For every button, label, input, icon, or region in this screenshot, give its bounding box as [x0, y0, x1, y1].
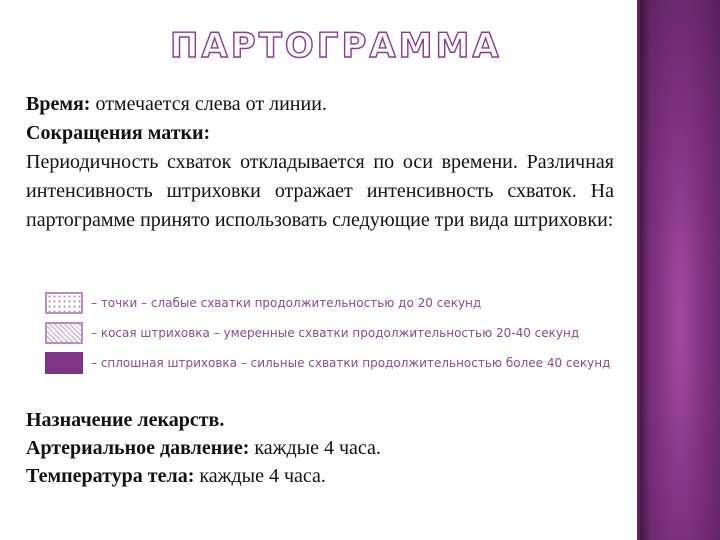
legend-item-hatch	[45, 322, 625, 352]
legend-label: – сплошная штриховка – сильные схватки продолжительностью более 40 секунд	[91, 356, 611, 370]
hatch-swatch	[45, 322, 83, 344]
time-label: Время:	[26, 93, 91, 115]
bp-label: Артериальное давление:	[26, 437, 250, 459]
drugs-line	[26, 406, 614, 434]
solid-swatch	[45, 352, 83, 374]
side-decorative-band	[640, 0, 720, 540]
time-text: отмечается слева от линии.	[90, 93, 327, 115]
time-line	[26, 90, 614, 119]
drugs-label: Назначение лекарств.	[26, 409, 225, 431]
schedule-text	[26, 406, 614, 490]
legend-item-dots	[45, 292, 625, 322]
temp-label: Температура тела:	[26, 465, 195, 487]
slide-title: ПАРТОГРАММА	[170, 26, 502, 66]
legend-label: – косая штриховка – умеренные схватки продолжительностью 20-40 секунд	[91, 326, 580, 340]
main-text	[26, 90, 614, 235]
temp-line	[26, 462, 614, 490]
hatching-legend	[45, 292, 625, 382]
bp-line	[26, 434, 614, 462]
legend-label: – точки – слабые схватки продолжительностью до 20 секунд	[91, 296, 482, 310]
bp-text: каждые 4 часа.	[249, 437, 381, 459]
contractions-label: Сокращения матки:	[26, 122, 211, 144]
contractions-heading	[26, 119, 614, 148]
dots-swatch	[45, 292, 83, 314]
contractions-text: Периодичность схваток откладывается по оси времени. Различная интенсивность штриховки отражает интенсивность схваток. На партограмме принято использовать следующие три вида штриховки:	[26, 151, 614, 231]
legend-item-solid	[45, 352, 625, 382]
temp-text: каждые 4 часа.	[194, 465, 326, 487]
